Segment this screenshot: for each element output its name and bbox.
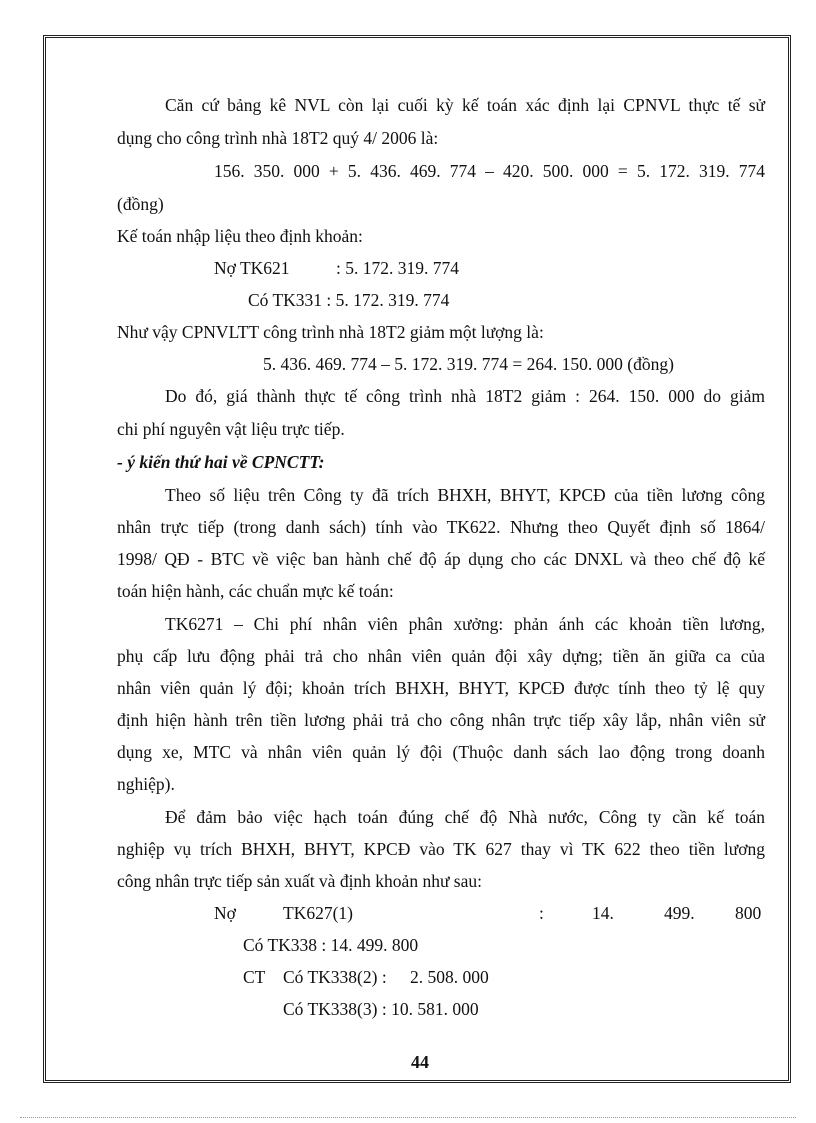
text-line: Do đó, giá thành thực tế công trình nhà 18T2 giảm : 264. 150. 000 do giảm xyxy=(165,386,765,406)
credit-subentry: Có TK338(3) : 10. 581. 000 xyxy=(283,999,479,1019)
credit-entry: Có TK331 : 5. 172. 319. 774 xyxy=(248,290,450,310)
text-line: 1998/ QĐ - BTC về việc ban hành chế độ áp dụng cho các DNXL và theo chế độ kế xyxy=(117,549,765,569)
debit-account: TK627(1) xyxy=(283,903,353,923)
debit-amount-part: 14. xyxy=(592,903,614,923)
text-line: định hiện hành trên tiền lương phải trả cho công nhân trực tiếp xây lắp, nhân viên sử xyxy=(117,710,765,730)
debit-amount-part: 499. xyxy=(664,903,695,923)
debit-label: Nợ xyxy=(214,903,236,923)
text-line: Căn cứ bảng kê NVL còn lại cuối kỳ kế toán xác định lại CPNVL thực tế sử xyxy=(165,95,765,115)
text-line: Như vậy CPNVLTT công trình nhà 18T2 giảm một lượng là: xyxy=(117,322,544,342)
text-line: Theo số liệu trên Công ty đã trích BHXH, BHYT, KPCĐ của tiền lương công xyxy=(165,485,765,505)
formula-line: 5. 436. 469. 774 – 5. 172. 319. 774 = 264. 150. 000 (đồng) xyxy=(263,354,674,374)
credit-subamount: 2. 508. 000 xyxy=(410,967,489,987)
text-line: nhân viên quản lý đội; khoản trích BHXH, BHYT, KPCĐ được tính theo tỷ lệ quy xyxy=(117,678,765,698)
text-line: toán hiện hành, các chuẩn mực kế toán: xyxy=(117,581,394,601)
text-line: chi phí nguyên vật liệu trực tiếp. xyxy=(117,419,345,439)
text-line: nhân trực tiếp (trong danh sách) tính vào TK622. Nhưng theo Quyết định số 1864/ xyxy=(117,517,765,537)
section-heading: - ý kiến thứ hai về CPNCTT: xyxy=(117,452,325,472)
bottom-divider xyxy=(20,1117,796,1118)
text-line: phụ cấp lưu động phải trả cho nhân viên quản đội xây dựng; tiền ăn giữa ca của xyxy=(117,646,765,666)
text-line: nghiệp). xyxy=(117,774,175,794)
page-number: 44 xyxy=(411,1052,429,1072)
formula-line: 156. 350. 000 + 5. 436. 469. 774 – 420. 500. 000 = 5. 172. 319. 774 xyxy=(214,161,765,181)
debit-colon: : xyxy=(539,903,544,923)
detail-label: CT xyxy=(243,967,266,987)
debit-amount-part: 800 xyxy=(735,903,762,923)
text-line: nghiệp vụ trích BHXH, BHYT, KPCĐ vào TK 627 thay vì TK 622 theo tiền lương xyxy=(117,839,765,859)
text-line: công nhân trực tiếp sản xuất và định khoản như sau: xyxy=(117,871,482,891)
text-line: TK6271 – Chi phí nhân viên phân xưởng: phản ánh các khoản tiền lương, xyxy=(165,614,765,634)
text-line: (đồng) xyxy=(117,194,164,214)
credit-entry: Có TK338 : 14. 499. 800 xyxy=(243,935,419,955)
credit-subentry: Có TK338(2) : xyxy=(283,967,387,987)
text-line: Kế toán nhập liệu theo định khoản: xyxy=(117,226,363,246)
debit-label: Nợ TK621 xyxy=(214,258,290,278)
debit-amount: : 5. 172. 319. 774 xyxy=(336,258,459,278)
text-line: Để đảm bảo việc hạch toán đúng chế độ Nhà nước, Công ty cần kế toán xyxy=(165,807,765,827)
text-line: dụng cho công trình nhà 18T2 quý 4/ 2006 là: xyxy=(117,128,439,148)
text-line: dụng xe, MTC và nhân viên quản lý đội (Thuộc danh sách lao động trong doanh xyxy=(117,742,765,762)
